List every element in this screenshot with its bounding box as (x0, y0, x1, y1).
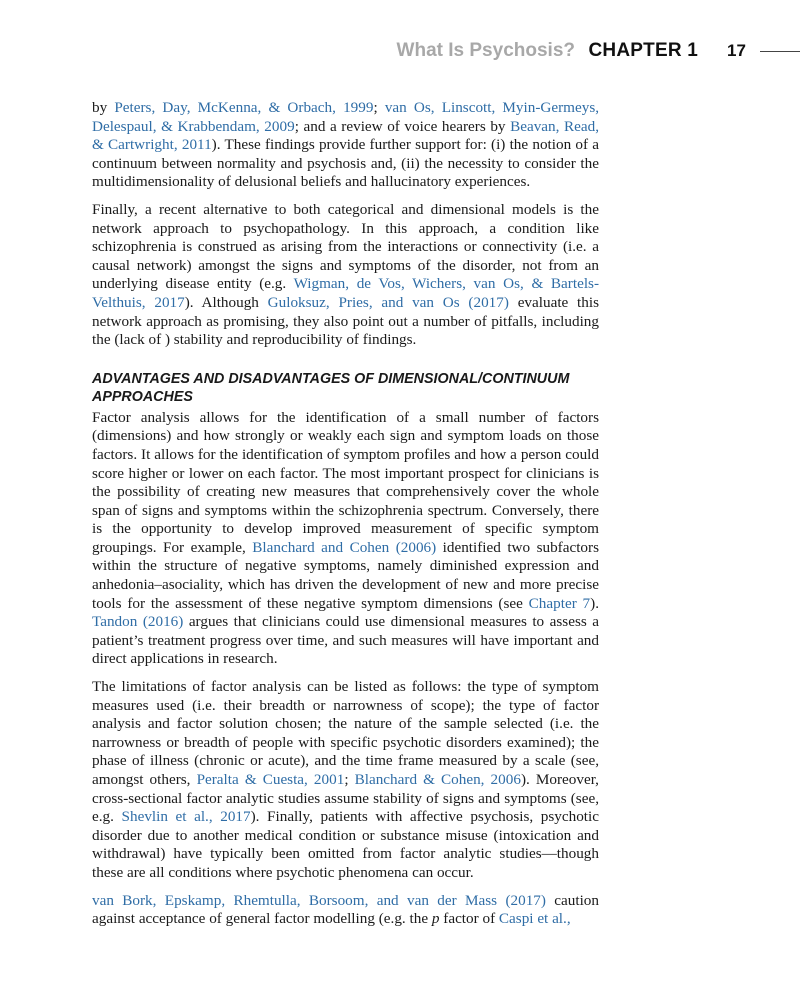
citation-link[interactable]: Peters, Day, McKenna, & Orbach, 1999 (114, 99, 374, 116)
text-run: The limitations of factor analysis can be listed as follows: the type of symptom measures used (i.e. their breadth or narrowness of scope); the type of factor analysis and factor solution chosen; the nature of the sample selected (i.e. the narrowness or breadth of people with specific psychotic disorders examined); the phase of illness (chronic or acute), and the time frame measured by a scale (see, amongst others, (92, 678, 599, 788)
text-run: ; (373, 99, 385, 116)
citation-link[interactable]: van Bork, Epskamp, Rhemtulla, Borsoom, and van der Mass (2017) (92, 891, 546, 909)
running-head-chapter: CHAPTER 1 (588, 40, 698, 61)
paragraph-network-approach (92, 201, 599, 350)
chapter-link[interactable]: Chapter 7 (528, 594, 591, 612)
paragraph-continuum-findings (92, 99, 599, 192)
section-heading: ADVANTAGES AND DISADVANTAGES OF DIMENSIONAL/CONTINUUM APPROACHES (92, 370, 570, 405)
citation-link[interactable]: Shevlin et al., 2017 (121, 808, 251, 826)
citation-link[interactable]: Beavan, Read, & Cartwright, 2011 (92, 117, 600, 154)
page-body (92, 99, 599, 938)
paragraph-factor-analysis (92, 409, 599, 669)
running-head-rule (760, 51, 800, 52)
paragraph-limitations (92, 678, 599, 883)
citation-link[interactable]: Blanchard and Cohen (2006) (252, 538, 437, 556)
text-run: Finally, a recent alternative to both categorical and dimensional models is the network approach to psychopathology. In this approach, a condition like schizophrenia is construed as arising from the interactions or connectivity (i.e. a causal network) amongst the signs and symptoms of the disorder, not from an underlying disease entity (e.g. (92, 200, 599, 293)
citation-link[interactable]: Blanchard & Cohen, 2006 (354, 771, 521, 788)
text-run: caution against acceptance of general factor modelling (e.g. the (92, 891, 599, 928)
citation-link[interactable]: Guloksuz, Pries, and van Os (2017) (267, 293, 509, 311)
text-run: by (92, 99, 115, 116)
text-run: ). Although (184, 293, 268, 311)
text-run: identified two subfactors within the structure of negative symptoms, namely diminished expression and anhedonia–asociality, which has driven the development of new and more precise tools for the assessment of these negative symptom dimensions (see (92, 538, 599, 612)
text-run: argues that clinicians could use dimensional measures to assess a patient’s treatment progress over time, and such measures will have important and direct applications in research. (92, 613, 600, 668)
text-run: ; (344, 771, 355, 788)
running-head (0, 40, 800, 66)
paragraph-general-factor (92, 892, 599, 929)
citation-link[interactable]: Peralta & Cuesta, 2001 (196, 771, 345, 788)
citation-link[interactable]: Tandon (2016) (92, 613, 184, 631)
citation-link[interactable]: Caspi et al., (498, 910, 571, 928)
page-number: 17 (727, 41, 746, 60)
citation-link[interactable]: Wigman, de Vos, Wichers, van Os, & Bartels-Velthuis, 2017 (92, 275, 600, 311)
text-run: ; and a review of voice hearers by (294, 117, 511, 135)
running-head-title: What Is Psychosis? (396, 40, 575, 61)
text-run: evaluate this network approach as promising, they also point out a number of pitfalls, including the (lack of ) stability and reproducibility of findings. (92, 293, 599, 349)
citation-link[interactable]: van Os, Linscott, Myin-Germeys, Delespaul, & Krabbendam, 2009 (92, 99, 600, 135)
text-run: Factor analysis allows for the identification of a small number of factors (dimensions) and how strongly or weakly each sign and symptom loads on those factors. It allows for the identification of symptom profiles and how a person could score higher or lower on each factor. The most important prospect for clinicians is the possibility of creating new measures that comprehensively cover the whole span of signs and symptoms within the schizophrenia spectrum. Conversely, there is the opportunity to develop improved measurement of specific symptom groupings. For example, (92, 408, 599, 556)
text-run: ). These findings provide further support for: (i) the notion of a continuum between normality and psychosis and, (ii) the necessity to consider the multidimensionality of delusional beliefs and hallucinatory experiences. (92, 136, 599, 191)
text-run: ). Moreover, cross-sectional factor analytic studies assume stability of signs and symptoms (see, e.g. (92, 771, 599, 826)
text-run: factor of (439, 910, 499, 928)
text-run: ). (590, 594, 599, 612)
italic-term: p (431, 910, 440, 928)
text-run: ). Finally, patients with affective psychosis, psychotic disorder due to another medical condition or substance misuse (intoxication and withdrawal) have typically been omitted from factor analytic studies—though these are all conditions where psychotic phenomena can occur. (92, 808, 599, 881)
